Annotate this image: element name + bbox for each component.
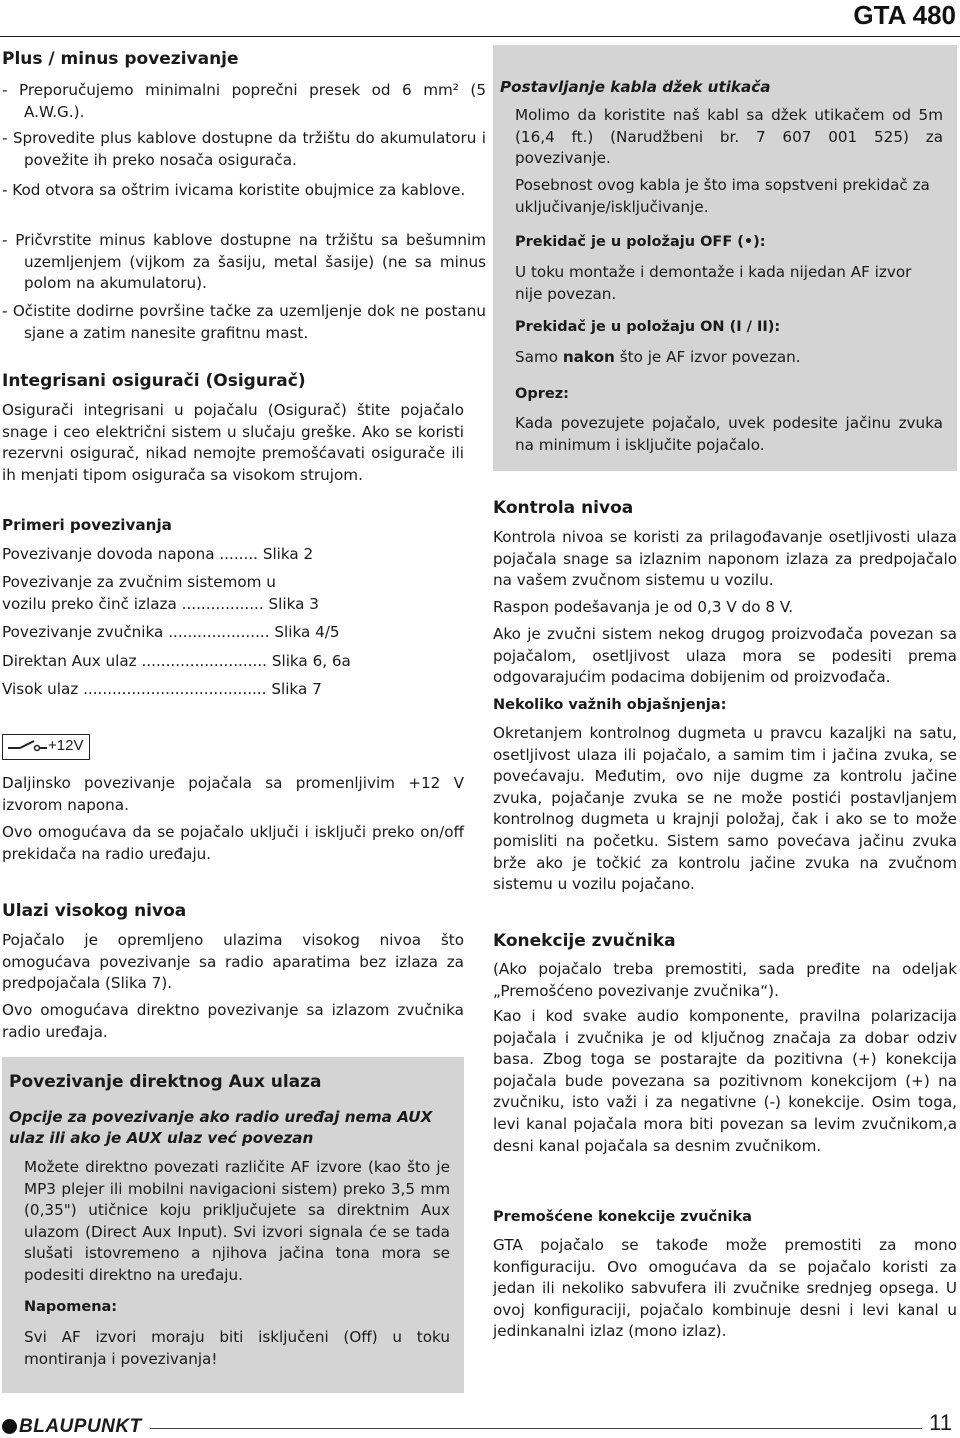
jack-off-label: Prekidač je u položaju OFF (•): bbox=[515, 234, 766, 250]
speakers-title: Konekcije zvučnika bbox=[493, 931, 676, 951]
example-row: Povezivanje za zvučnim sistemom u bbox=[2, 573, 276, 591]
aux-note: Svi AF izvori moraju biti isključeni (Off) u toku montiranja i povezivanja! bbox=[24, 1328, 450, 1368]
remote-text-2: Ovo omogućava da se pojačalo uključi i isključi preko on/off prekidača na radio uređaju. bbox=[2, 823, 464, 863]
level-subtitle: Nekoliko važnih objašnjenja: bbox=[493, 697, 727, 713]
jack-on-label: Prekidač je u položaju ON (I / II): bbox=[515, 319, 781, 335]
example-row: Direktan Aux ulaz .......................... Slika 6, 6a bbox=[2, 652, 351, 670]
aux-note-label: Napomena: bbox=[24, 1299, 118, 1315]
remote-text-1: Daljinsko povezivanje pojačala sa promenljivim +12 V izvorom napona. bbox=[2, 774, 464, 814]
high-input-text-2: Ovo omogućava direktno povezivanje sa izlazom zvučnika radio uređaja. bbox=[2, 1001, 464, 1041]
page-number: 11 bbox=[929, 1410, 952, 1435]
plus-minus-title: Plus / minus povezivanje bbox=[2, 49, 239, 69]
plus-minus-item: - Pričvrstite minus kablove dostupne na tržištu sa bešumnim uzemljenjem (vijkom za šasiju, metal šasije) (ne sa minus polom na akumulatoru). bbox=[2, 231, 486, 293]
aux-text: Možete direktno povezati različite AF izvore (kao što je MP3 plejer ili mobilni navigacioni sistem) preko 3,5 mm (0,35") utičnice koju priključujete sa direktnim Aux ulazom (Direct Aux Input). Svi izvori signala će se tada slušati istovremeno a njihova jačina tona mora se podesiti direktno na uređaju. bbox=[24, 1158, 450, 1284]
jack-caution: Kada povezujete pojačalo, uvek podesite jačinu zvuka na minimum i isključite pojačalo. bbox=[515, 414, 943, 454]
bridged-title: Premošćene konekcije zvučnika bbox=[493, 1209, 752, 1225]
examples-title: Primeri povezivanja bbox=[2, 516, 172, 534]
plus-minus-item: - Sprovedite plus kablove dostupne da tržištu do akumulatoru i povežite ih preko nosača osigurača. bbox=[2, 129, 486, 169]
remote-icon bbox=[2, 734, 90, 760]
jack-caution-label: Oprez: bbox=[515, 386, 569, 402]
level-text-3: Ako je zvučni sistem nekog drugog proizvođača povezan sa pojačalom, osetljivost ulaza mora se podesiti prema odgovarajućim podacima dobijenim od proizvođača. bbox=[493, 625, 957, 687]
jack-text-2: Posebnost ovog kabla je što ima sopstveni prekidač za uključivanje/isključivanje. bbox=[515, 176, 930, 216]
fuse-title: Integrisani osigurači (Osigurač) bbox=[2, 371, 306, 391]
aux-box bbox=[2, 1057, 464, 1393]
switch-icon bbox=[5, 735, 49, 758]
header-rule bbox=[0, 36, 960, 37]
brand-dot-icon bbox=[2, 1419, 17, 1434]
jack-off-text: U toku montaže i demontaže i kada nijedan AF izvor nije povezan. bbox=[515, 263, 912, 303]
jack-on-text: Samo nakon što je AF izvor povezan. bbox=[515, 348, 801, 366]
fuse-text: Osigurači integrisani u pojačalu (Osigurač) štite pojačalo snage i ceo električni sistem u slučaju greške. Ako se koristi rezervni osigurač, nikad nemojte premošćavati osigurače ili ih menjati tipom osigurača sa visokom strujom. bbox=[2, 401, 464, 484]
speakers-text-1: (Ako pojačalo treba premostiti, sada pređite na odeljak „Premošćeno povezivanje zvučnika“). bbox=[493, 960, 957, 1000]
jack-text-1: Molimo da koristite naš kabl sa džek utikačem od 5m (16,4 ft.) (Narudžbeni br. 7 607 001 525) za povezivanje. bbox=[515, 106, 943, 168]
example-row: vozilu preko činč izlaza ................. Slika 3 bbox=[2, 595, 319, 613]
jack-title: Postavljanje kabla džek utikača bbox=[500, 78, 771, 96]
example-row: Povezivanje dovoda napona ........ Slika 2 bbox=[2, 545, 314, 563]
jack-box bbox=[493, 45, 957, 471]
plus-minus-item: - Kod otvora sa oštrim ivicama koristite obujmice za kablove. bbox=[2, 181, 466, 199]
model-title: GTA 480 bbox=[853, 0, 956, 30]
aux-subtitle: Opcije za povezivanje ako radio uređaj nema AUX ulaz ili ako je AUX ulaz već povezan bbox=[9, 1108, 433, 1147]
plus-minus-item: - Preporučujemo minimalni poprečni presek od 6 mm² (5 A.W.G.). bbox=[2, 81, 486, 121]
speakers-text-2: Kao i kod svake audio komponente, pravilna polarizacija pojačala i zvučnika je od ključnog značaja za dobar odziv basa. Zbog toga se postarajte da pozitivna (+) konekcija pojačala bude povezana sa pozitivnom konekcijom (+) na zvučniku, isto važi i za negativne (-) konekcije. Osim toga, levi kanal pojačala mora biti povezan sa levim zvučnikom,a desni kanal pojačala sa desnim zvučnikom. bbox=[493, 1007, 957, 1155]
bridged-text: GTA pojačalo se takođe može premostiti za mono konfiguraciju. Ovo omogućava da se pojačalo koristi za jedan ili nekoliko sabvufera ili zvučnike srednjeg opsega. U ovoj konfiguraciji, pojačalo kombinuje desni i levi kanal u jedinkanalni izlaz (mono izlaz). bbox=[493, 1236, 957, 1341]
remote-voltage-label: +12V bbox=[48, 737, 84, 754]
high-input-text-1: Pojačalo je opremljeno ulazima visokog nivoa što omogućava povezivanje sa radio aparatima bez izlaza za predpojačala (Slika 7). bbox=[2, 931, 464, 993]
level-text-4: Okretanjem kontrolnog dugmeta u pravcu kazaljki na satu, osetljivost ulaza ili pojačalo, a samim tim i jačina zvuka, se povećavaju. Međutim, ovo nije dugme za kontrolu jačine zvuka, pojačanje zvuka se ne može postići postavljanjem kontrolnog dugmeta u krajnji položaj, čak i ako se to može pomisliti na početku. Sistem samo povećava jačinu zvuka brže ako je točkić za kontrolu jačine zvuka na zvučnom sistemu u vozilu pojačano. bbox=[493, 724, 957, 894]
high-input-title: Ulazi visokog nivoa bbox=[2, 901, 187, 921]
aux-title: Povezivanje direktnog Aux ulaza bbox=[9, 1072, 322, 1092]
example-row: Visok ulaz ...................................... Slika 7 bbox=[2, 680, 322, 698]
level-title: Kontrola nivoa bbox=[493, 498, 634, 518]
example-row: Povezivanje zvučnika ..................... Slika 4/5 bbox=[2, 623, 340, 641]
level-text-2: Raspon podešavanja je od 0,3 V do 8 V. bbox=[493, 598, 794, 616]
level-text-1: Kontrola nivoa se koristi za prilagođavanje osetljivosti ulaza pojačala snage sa izlaznim naponom izlaza za predpojačalo na vašem zvučnom sistemu u vozilu. bbox=[493, 528, 957, 590]
plus-minus-item: - Očistite dodirne površine tačke za uzemljenje dok ne postanu sjane a zatim nanesite grafitnu mast. bbox=[2, 302, 486, 342]
brand-logo: BLAUPUNKT bbox=[2, 1416, 142, 1438]
footer-rule bbox=[150, 1428, 922, 1429]
